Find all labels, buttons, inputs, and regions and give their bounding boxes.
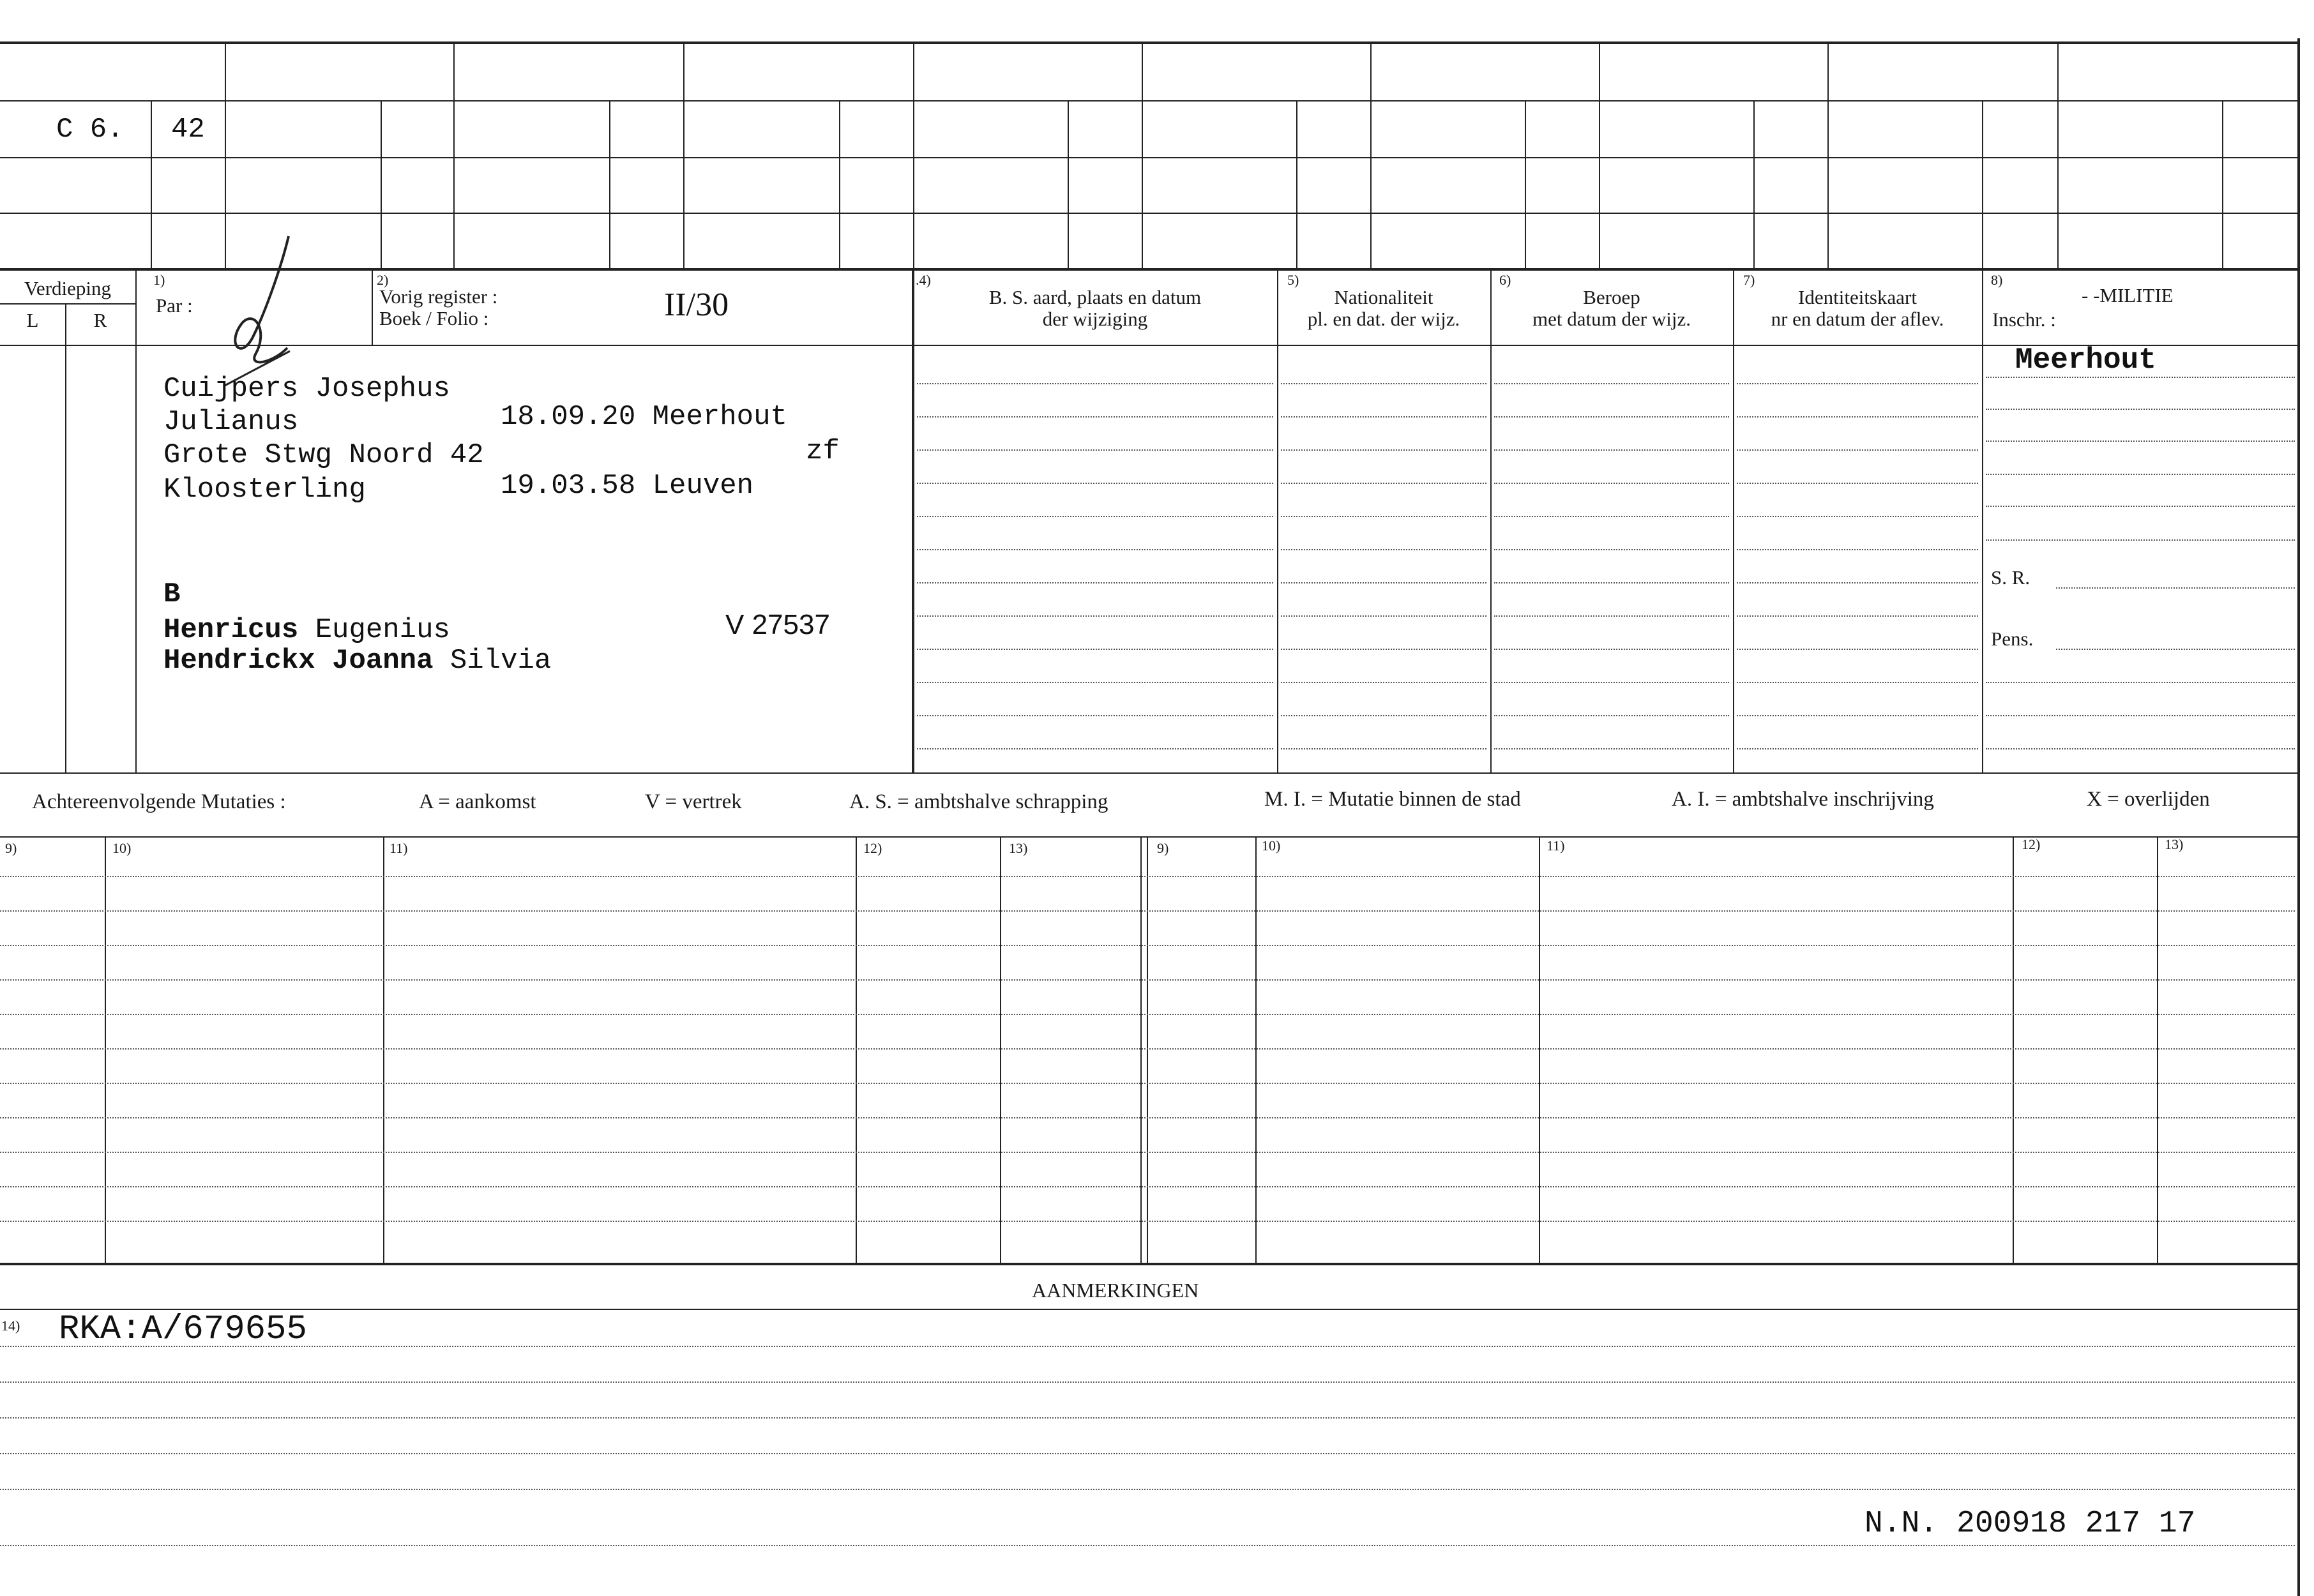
legend-schrapping: A. S. = ambtshalve schrapping [849,790,1108,813]
father-name-bold: Henricus [163,614,299,646]
par-label: Par : [156,294,193,317]
id-header-line2: nr en datum der aflev. [1771,308,1944,330]
bs-header-line2: der wijziging [1042,308,1148,330]
mut-col-10-left: 10) [112,840,132,856]
mut-col-9-right: 9) [1157,840,1169,856]
col-number-bs: .4) [916,272,931,288]
civil-status: zf [806,435,840,467]
remarks-title: AANMERKINGEN [1032,1279,1199,1302]
rka-number: RKA:A/679655 [59,1310,307,1349]
vorig-register-label: Vorig register : [379,285,498,308]
beroep-header-line2: met datum der wijz. [1532,308,1691,330]
legend-inschrijving: A. I. = ambtshalve inschrijving [1672,788,1934,811]
beroep-header-line1: Beroep [1583,286,1640,308]
mut-col-13-right: 13) [2165,836,2184,852]
col-number-par: 1) [153,272,165,288]
legend-mutatie-stad: M. I. = Mutatie binnen de stad [1264,788,1521,811]
vorig-register-value: II/30 [664,287,729,323]
col-number-nat: 5) [1287,272,1299,288]
father-name-rest: Eugenius [298,614,450,646]
nat-header-line1: Nationaliteit [1334,286,1433,308]
col-number-vorig: 2) [377,272,389,288]
registration-number: V 27537 [725,609,830,640]
number-value: 42 [171,114,205,146]
occupation: Kloosterling [163,474,366,506]
col-number-beroep: 6) [1499,272,1511,288]
mut-col-11-left: 11) [389,840,408,856]
sr-label: S. R. [1991,566,2030,589]
signature-mark [211,230,300,396]
mother-name-rest: Silvia [433,645,552,677]
legend-overlijden: X = overlijden [2087,788,2210,811]
militie-title: - -MILITIE [2082,284,2174,306]
mother-name-bold: Hendrickx Joanna [163,645,434,677]
birth-date-place: 18.09.20 Meerhout [501,401,787,433]
address: Grote Stwg Noord 42 [163,439,484,471]
mut-col-10-right: 10) [1262,838,1281,854]
mut-col-13-left: 13) [1009,840,1028,856]
mut-col-11-right: 11) [1546,838,1565,854]
col-number-id: 7) [1743,272,1755,288]
b-label: B [163,578,181,610]
mut-col-9-left: 9) [5,840,17,856]
remarks-number: 14) [1,1318,20,1334]
legend-vertrek: V = vertrek [645,790,742,813]
inschr-value: Meerhout [2015,343,2156,377]
inschr-label: Inschr. : [1992,308,2056,331]
father-name [163,614,450,646]
mut-col-12-right: 12) [2022,836,2041,852]
verdieping-left: L [26,309,39,331]
verdieping-right: R [93,309,107,331]
boek-folio-label: Boek / Folio : [379,307,489,329]
mut-col-12-left: 12) [863,840,882,856]
arrival-date-place: 19.03.58 Leuven [501,470,754,502]
id-header-line1: Identiteitskaart [1798,286,1917,308]
mother-name [163,645,551,677]
bs-header-line1: B. S. aard, plaats en datum [988,286,1202,308]
col-number-militie: 8) [1991,272,2003,288]
person-name-line2: Julianus [163,406,299,438]
legend-intro: Achtereenvolgende Mutaties : [32,790,286,813]
nat-header-line2: pl. en dat. der wijz. [1307,308,1460,330]
pens-label: Pens. [1991,628,2034,650]
person-name-line1: Cuijpers Josephus [163,373,450,405]
nn-number: N.N. 200918 217 17 [1864,1507,2196,1541]
verdieping-title: Verdieping [24,277,112,299]
code-value: C 6. [56,114,124,146]
legend-aankomst: A = aankomst [419,790,536,813]
